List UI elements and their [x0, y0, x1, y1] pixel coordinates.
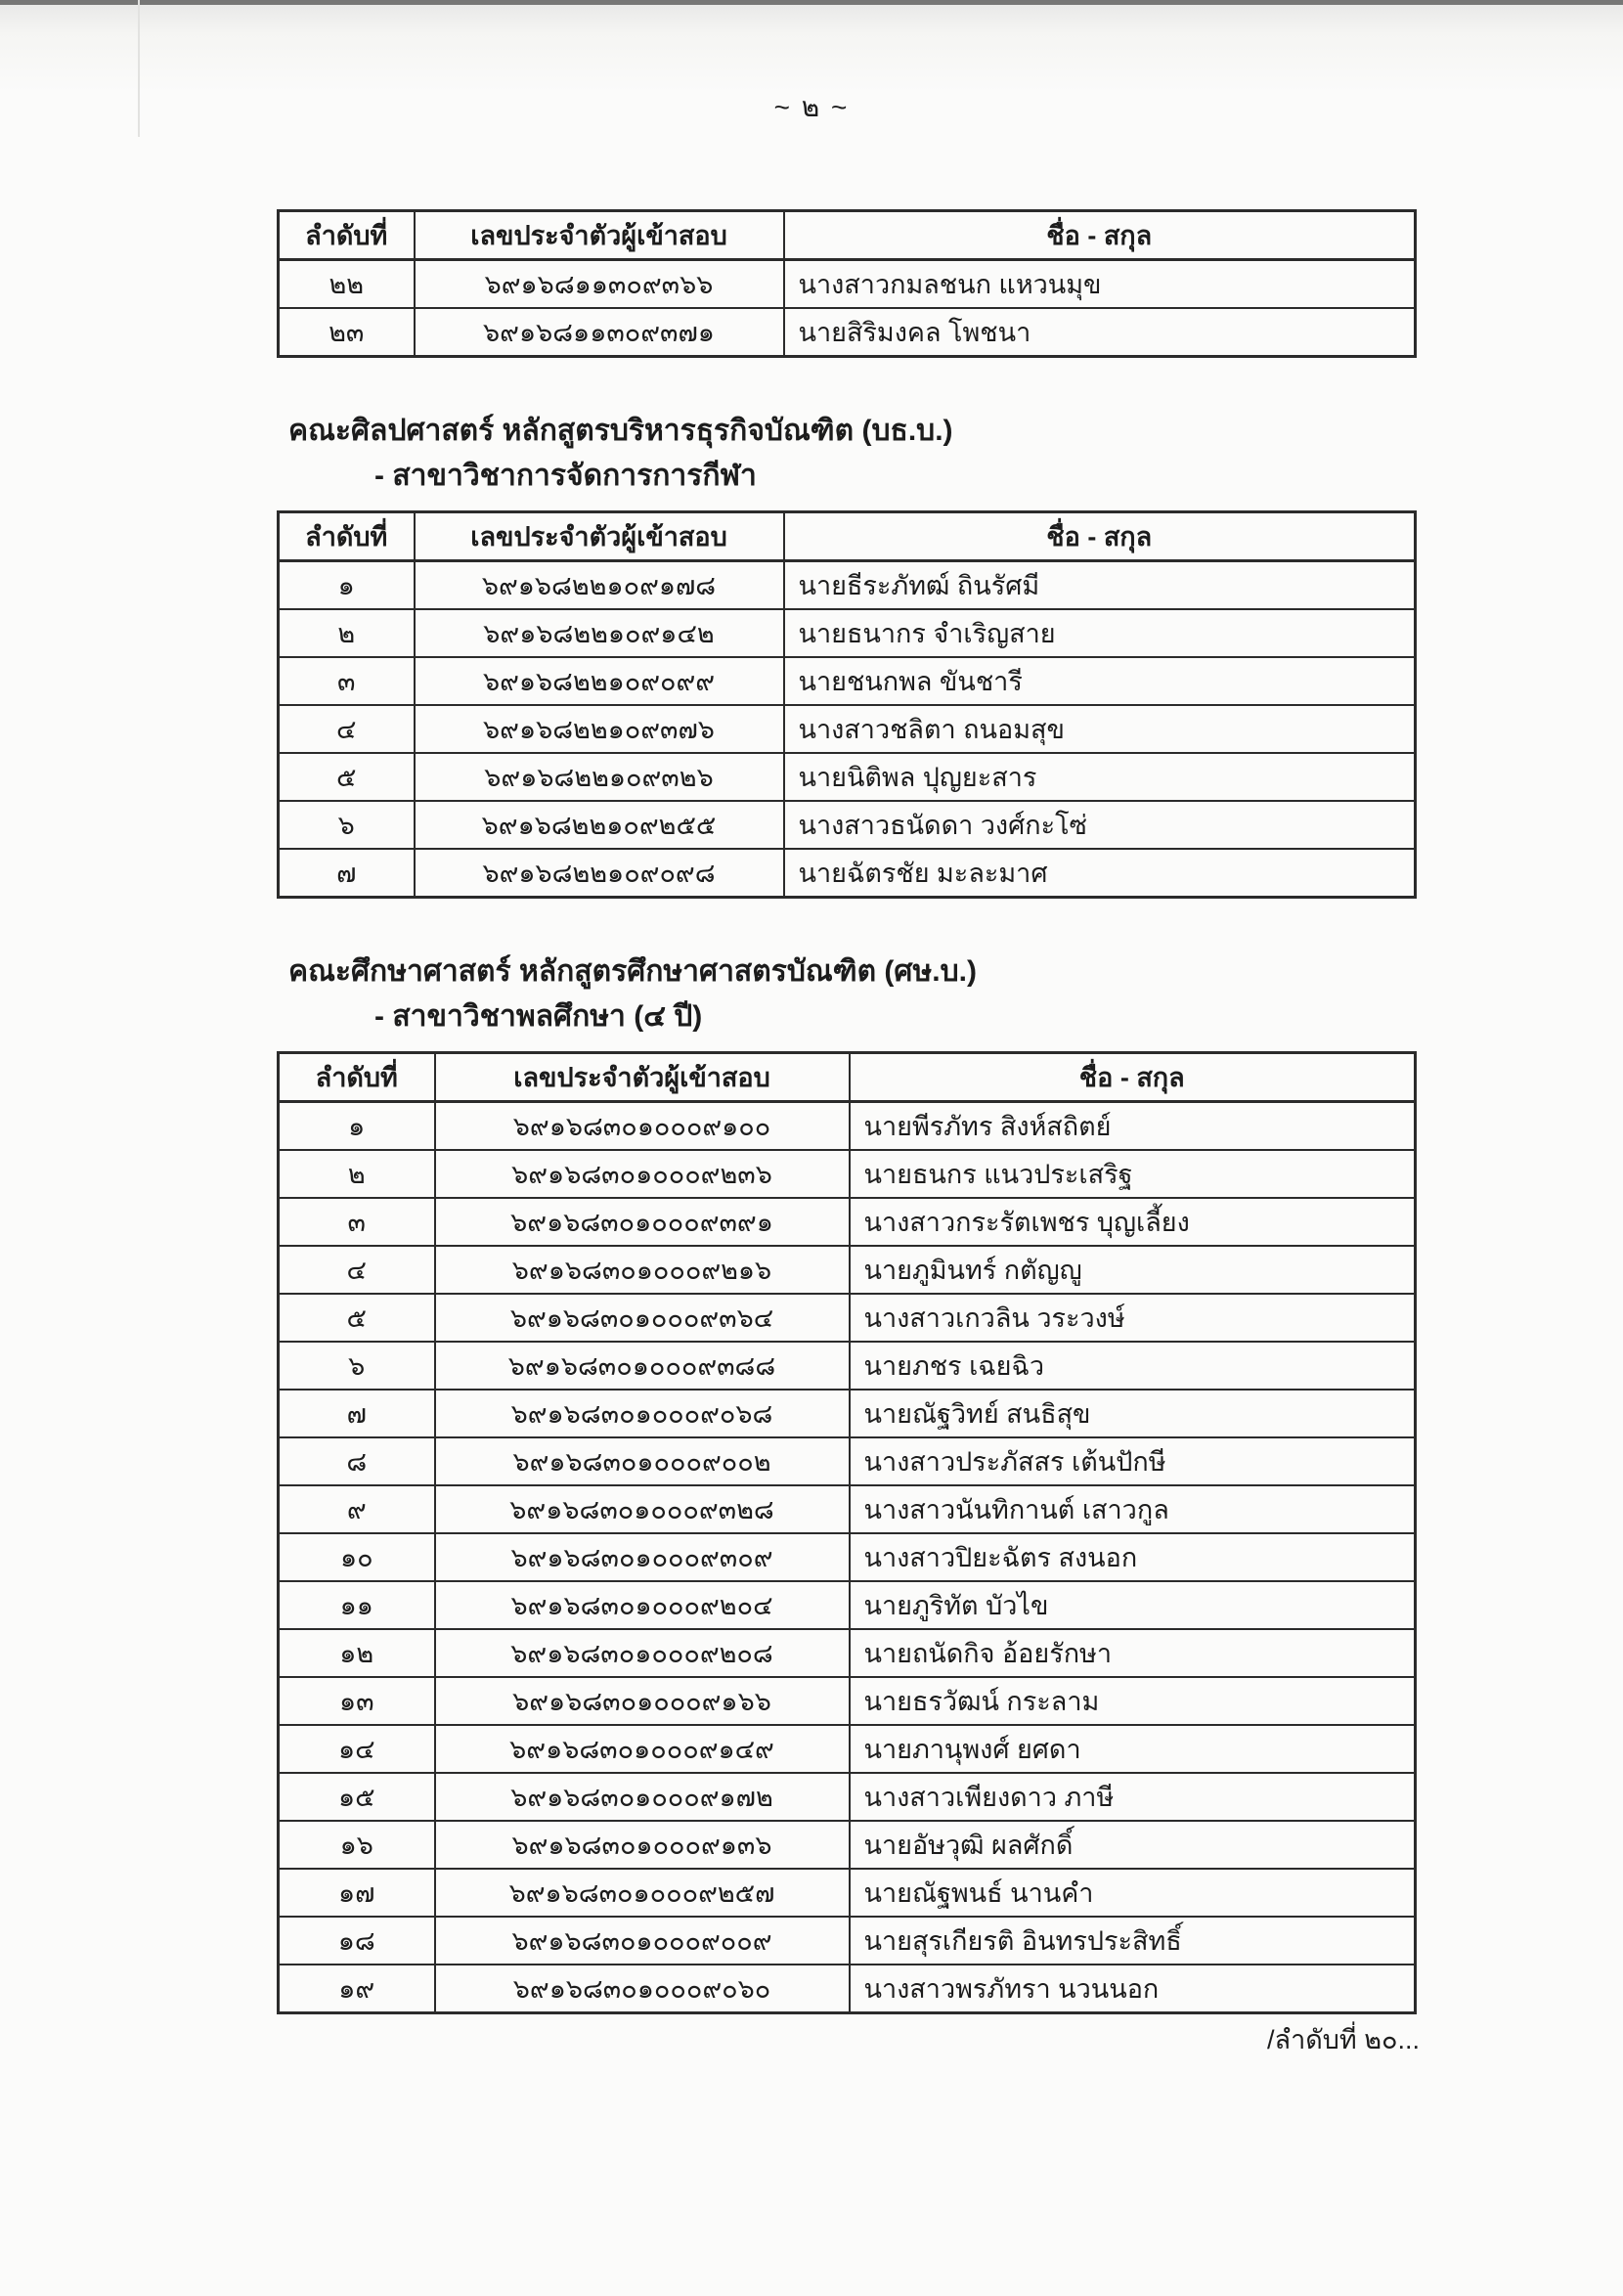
name-cell: นายธนากร จำเริญสาย	[784, 609, 1416, 657]
row-number-cell: ๕	[279, 1294, 435, 1342]
row-number-cell: ๕	[279, 753, 415, 801]
row-number-cell: ๑๔	[279, 1725, 435, 1773]
exam-id-cell: ๖๙๑๖๘๒๒๑๐๙๑๗๘	[415, 561, 784, 610]
exam-id-cell: ๖๙๑๖๘๑๑๓๐๙๓๗๑	[415, 308, 784, 357]
name-cell: นายพีรภัทร สิงห์สถิตย์	[850, 1102, 1416, 1151]
name-cell: นายธนกร แนวประเสริฐ	[850, 1150, 1416, 1198]
header-row	[279, 1053, 1416, 1102]
name-cell: นายนิติพล ปุญยะสาร	[784, 753, 1416, 801]
table-row	[279, 1102, 1416, 1151]
table-row	[279, 1917, 1416, 1965]
row-number-cell: ๖	[279, 801, 415, 849]
name-cell: นางสาวเกวลิน วระวงษ์	[850, 1294, 1416, 1342]
page-content	[277, 158, 1417, 2014]
candidate-table	[277, 1051, 1417, 2014]
exam-id-cell: ๖๙๑๖๘๒๒๑๐๙๓๗๖	[415, 705, 784, 753]
exam-id-cell: ๖๙๑๖๘๓๐๑๐๐๐๙๑๖๖	[435, 1677, 850, 1725]
table-row	[279, 1390, 1416, 1437]
column-header-exam-id: เลขประจำตัวผู้เข้าสอบ	[415, 512, 784, 561]
exam-id-cell: ๖๙๑๖๘๓๐๑๐๐๐๙๐๐๒	[435, 1437, 850, 1485]
table-row	[279, 1533, 1416, 1581]
table-row	[279, 1581, 1416, 1629]
name-cell: นายสุรเกียรติ อินทรประสิทธิ์	[850, 1917, 1416, 1965]
row-number-cell: ๘	[279, 1437, 435, 1485]
exam-id-cell: ๖๙๑๖๘๓๐๑๐๐๐๙๑๐๐	[435, 1102, 850, 1151]
name-cell: นางสาวประภัสสร เต้นปักษี	[850, 1437, 1416, 1485]
table-row	[279, 1198, 1416, 1246]
scan-top-edge-artifact	[0, 0, 1623, 5]
header-row	[279, 512, 1416, 561]
exam-id-cell: ๖๙๑๖๘๒๒๑๐๙๓๒๖	[415, 753, 784, 801]
name-cell: นายถนัดกิจ อ้อยรักษา	[850, 1629, 1416, 1677]
table-row	[279, 1629, 1416, 1677]
table-row	[279, 561, 1416, 610]
major-subheading: - สาขาวิชาการจัดการการกีฬา	[374, 460, 757, 492]
name-cell: นายณัฐวิทย์ สนธิสุข	[850, 1390, 1416, 1437]
exam-id-cell: ๖๙๑๖๘๓๐๑๐๐๐๙๐๖๐	[435, 1965, 850, 2013]
exam-id-cell: ๖๙๑๖๘๓๐๑๐๐๐๙๑๓๖	[435, 1821, 850, 1869]
row-number-cell: ๑	[279, 561, 415, 610]
table-row	[279, 1150, 1416, 1198]
table-row	[279, 1773, 1416, 1821]
name-cell: นางสาวนันทิกานต์ เสาวกูล	[850, 1485, 1416, 1533]
table-row	[279, 1437, 1416, 1485]
column-header-exam-id: เลขประจำตัวผู้เข้าสอบ	[435, 1053, 850, 1102]
name-cell: นางสาวพรภัทรา นวนนอก	[850, 1965, 1416, 2013]
exam-id-cell: ๖๙๑๖๘๑๑๓๐๙๓๖๖	[415, 260, 784, 309]
header-row	[279, 211, 1416, 260]
exam-id-cell: ๖๙๑๖๘๓๐๑๐๐๐๙๒๑๖	[435, 1246, 850, 1294]
table-row	[279, 1294, 1416, 1342]
row-number-cell: ๓	[279, 657, 415, 705]
exam-id-cell: ๖๙๑๖๘๓๐๑๐๐๐๙๑๔๙	[435, 1725, 850, 1773]
table-row	[279, 609, 1416, 657]
column-header-no: ลำดับที่	[279, 512, 415, 561]
page-number: ~ ๒ ~	[773, 92, 850, 122]
name-cell: นายฉัตรชัย มะละมาศ	[784, 849, 1416, 898]
table-row	[279, 1725, 1416, 1773]
name-cell: นายภานุพงศ์ ยศดา	[850, 1725, 1416, 1773]
name-cell: นางสาวกมลชนก แหวนมุข	[784, 260, 1416, 309]
table-row	[279, 849, 1416, 898]
row-number-cell: ๖	[279, 1342, 435, 1390]
table-row	[279, 801, 1416, 849]
row-number-cell: ๔	[279, 1246, 435, 1294]
table-row	[279, 1485, 1416, 1533]
name-cell: นายชนกพล ขันชารี	[784, 657, 1416, 705]
major-subheading: - สาขาวิชาพลศึกษา (๔ ปี)	[374, 1000, 703, 1033]
column-header-name: ชื่อ - สกุล	[784, 211, 1416, 260]
row-number-cell: ๑๑	[279, 1581, 435, 1629]
name-cell: นายอัษวุฒิ ผลศักดิ์	[850, 1821, 1416, 1869]
table-row	[279, 657, 1416, 705]
exam-id-cell: ๖๙๑๖๘๓๐๑๐๐๐๙๓๘๘	[435, 1342, 850, 1390]
column-header-name: ชื่อ - สกุล	[850, 1053, 1416, 1102]
name-cell: นายสิริมงคล โพชนา	[784, 308, 1416, 357]
row-number-cell: ๑	[279, 1102, 435, 1151]
row-number-cell: ๒	[279, 609, 415, 657]
row-number-cell: ๒๒	[279, 260, 415, 309]
row-number-cell: ๗	[279, 849, 415, 898]
row-number-cell: ๑๕	[279, 1773, 435, 1821]
table-row	[279, 260, 1416, 309]
candidate-table	[277, 510, 1417, 899]
name-cell: นายธรวัฒน์ กระลาม	[850, 1677, 1416, 1725]
exam-id-cell: ๖๙๑๖๘๓๐๑๐๐๐๙๓๒๘	[435, 1485, 850, 1533]
row-number-cell: ๑๐	[279, 1533, 435, 1581]
name-cell: นายภูมินทร์ กตัญญู	[850, 1246, 1416, 1294]
exam-id-cell: ๖๙๑๖๘๓๐๑๐๐๐๙๒๕๗	[435, 1869, 850, 1917]
exam-id-cell: ๖๙๑๖๘๓๐๑๐๐๐๙๐๐๙	[435, 1917, 850, 1965]
row-number-cell: ๑๙	[279, 1965, 435, 2013]
exam-id-cell: ๖๙๑๖๘๒๒๑๐๙๒๕๕	[415, 801, 784, 849]
column-header-no: ลำดับที่	[279, 1053, 435, 1102]
table-row	[279, 1342, 1416, 1390]
exam-id-cell: ๖๙๑๖๘๓๐๑๐๐๐๙๓๐๙	[435, 1533, 850, 1581]
exam-id-cell: ๖๙๑๖๘๓๐๑๐๐๐๙๒๓๖	[435, 1150, 850, 1198]
row-number-cell: ๔	[279, 705, 415, 753]
faculty-heading: คณะศิลปศาสตร์ หลักสูตรบริหารธุรกิจบัณฑิต (บธ.บ.)	[288, 415, 953, 447]
exam-id-cell: ๖๙๑๖๘๒๒๑๐๙๑๔๒	[415, 609, 784, 657]
exam-id-cell: ๖๙๑๖๘๓๐๑๐๐๐๙๑๗๒	[435, 1773, 850, 1821]
row-number-cell: ๑๗	[279, 1869, 435, 1917]
row-number-cell: ๒๓	[279, 308, 415, 357]
name-cell: นายธีระภัทฒ์ ถินรัศมี	[784, 561, 1416, 610]
row-number-cell: ๗	[279, 1390, 435, 1437]
table-row	[279, 1246, 1416, 1294]
name-cell: นายภชร เฉยฉิว	[850, 1342, 1416, 1390]
column-header-no: ลำดับที่	[279, 211, 415, 260]
table-row	[279, 1965, 1416, 2013]
row-number-cell: ๒	[279, 1150, 435, 1198]
column-header-exam-id: เลขประจำตัวผู้เข้าสอบ	[415, 211, 784, 260]
table-row	[279, 1821, 1416, 1869]
row-number-cell: ๑๓	[279, 1677, 435, 1725]
row-number-cell: ๑๘	[279, 1917, 435, 1965]
row-number-cell: ๑๖	[279, 1821, 435, 1869]
candidate-table	[277, 209, 1417, 358]
exam-id-cell: ๖๙๑๖๘๓๐๑๐๐๐๙๐๖๘	[435, 1390, 850, 1437]
name-cell: นายณัฐพนธ์ นานคำ	[850, 1869, 1416, 1917]
table-row	[279, 1869, 1416, 1917]
name-cell: นางสาวกระรัตเพชร บุญเลี้ยง	[850, 1198, 1416, 1246]
table-row	[279, 705, 1416, 753]
exam-id-cell: ๖๙๑๖๘๓๐๑๐๐๐๙๒๐๔	[435, 1581, 850, 1629]
table-row	[279, 308, 1416, 357]
row-number-cell: ๑๒	[279, 1629, 435, 1677]
exam-id-cell: ๖๙๑๖๘๓๐๑๐๐๐๙๒๐๘	[435, 1629, 850, 1677]
exam-id-cell: ๖๙๑๖๘๒๒๑๐๙๐๙๘	[415, 849, 784, 898]
continuation-note: /ลำดับที่ ๒๐...	[1267, 2025, 1420, 2054]
name-cell: นายภูริทัต บัวไข	[850, 1581, 1416, 1629]
exam-id-cell: ๖๙๑๖๘๒๒๑๐๙๐๙๙	[415, 657, 784, 705]
name-cell: นางสาวชลิตา ถนอมสุข	[784, 705, 1416, 753]
table-row	[279, 1677, 1416, 1725]
name-cell: นางสาวธนัดดา วงศ์กะโซ่	[784, 801, 1416, 849]
name-cell: นางสาวเพียงดาว ภาษี	[850, 1773, 1416, 1821]
faculty-heading: คณะศึกษาศาสตร์ หลักสูตรศึกษาศาสตรบัณฑิต (ศษ.บ.)	[288, 955, 977, 988]
exam-id-cell: ๖๙๑๖๘๓๐๑๐๐๐๙๓๙๑	[435, 1198, 850, 1246]
table-row	[279, 753, 1416, 801]
row-number-cell: ๓	[279, 1198, 435, 1246]
exam-id-cell: ๖๙๑๖๘๓๐๑๐๐๐๙๓๖๔	[435, 1294, 850, 1342]
name-cell: นางสาวปิยะฉัตร สงนอก	[850, 1533, 1416, 1581]
row-number-cell: ๙	[279, 1485, 435, 1533]
column-header-name: ชื่อ - สกุล	[784, 512, 1416, 561]
